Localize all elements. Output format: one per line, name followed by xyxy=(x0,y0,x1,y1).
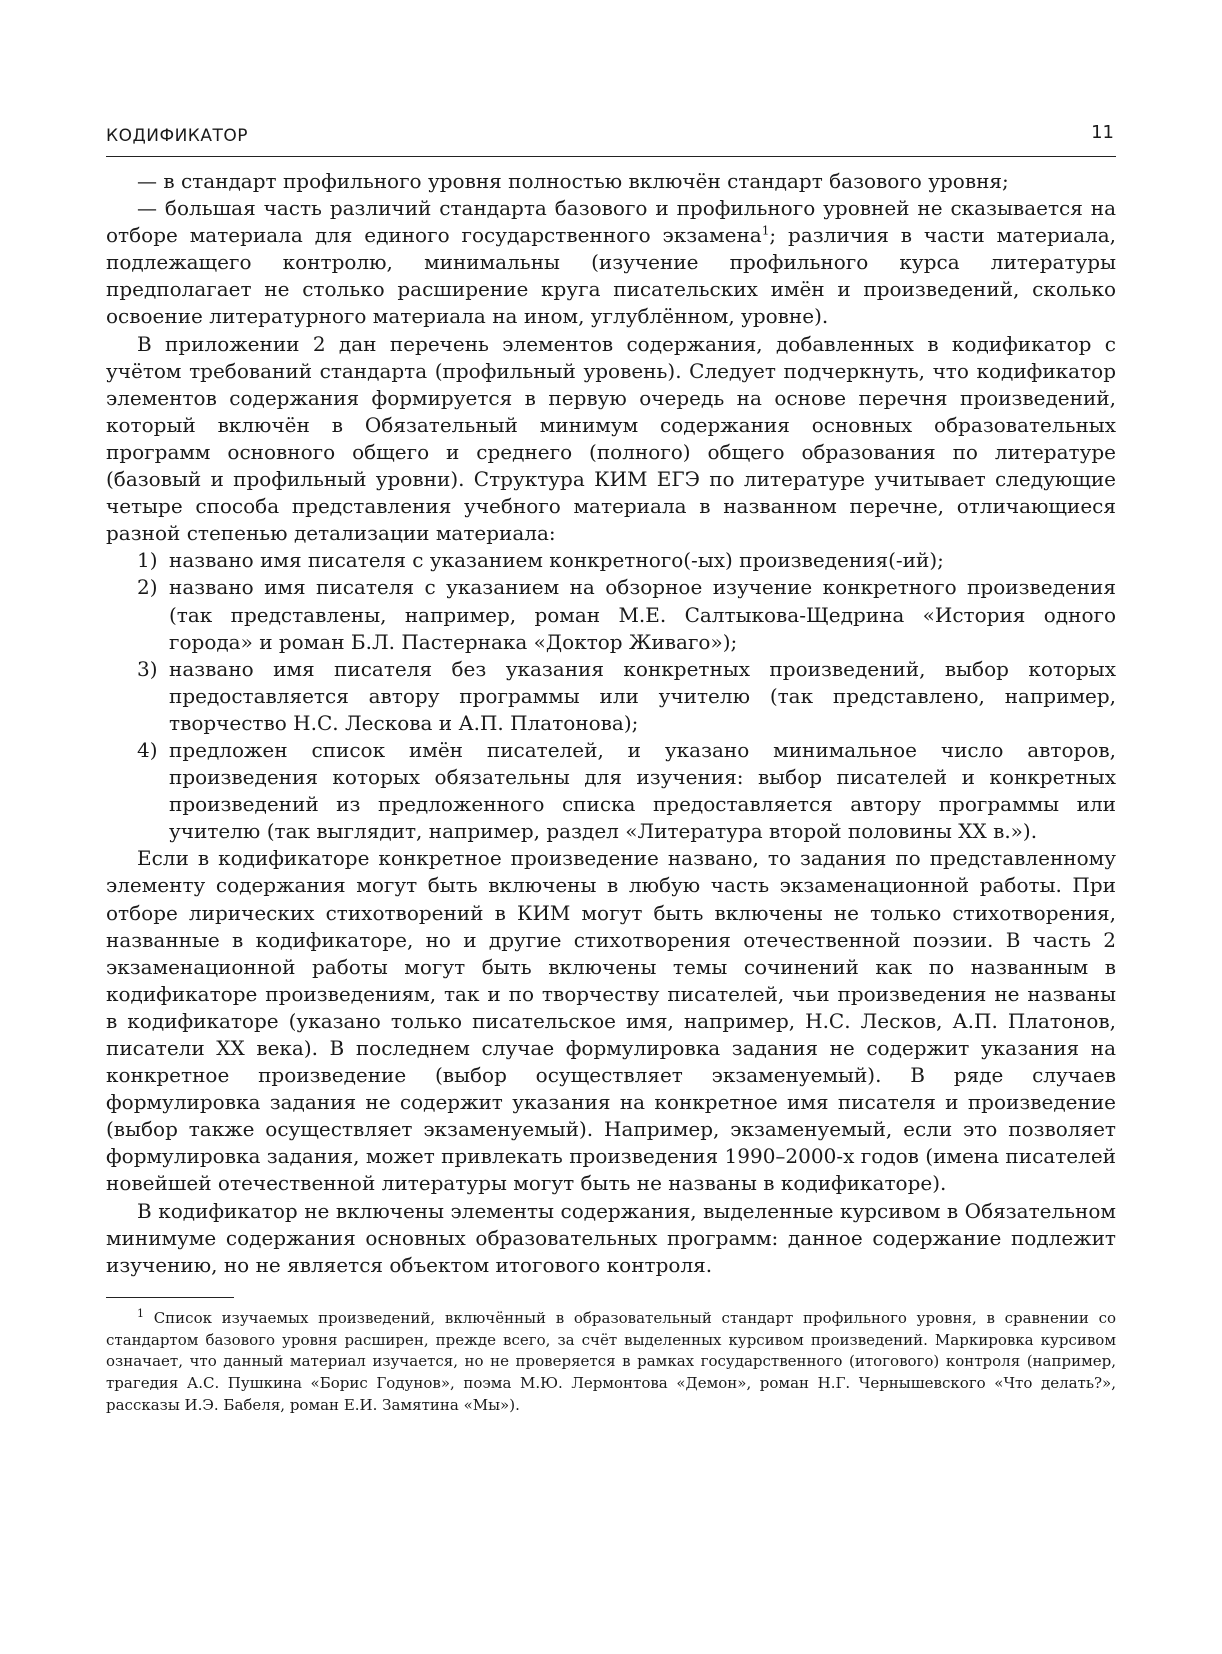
list-item-text: названо имя писателя без указания конкретных произведений, выбор которых предоставляется автору программы или учителю (так представлено, например, творчество Н.С. Лескова и А.П. Платонова); xyxy=(169,656,1116,735)
page-number: 11 xyxy=(1091,122,1114,143)
paragraph-4: Если в кодификаторе конкретное произведение названо, то задания по представленному элементу содержания могут быть включены в любую часть экзаменационной работы. При отборе лирических стихотворений в КИМ могут быть включены не только стихотворения, названные в кодификаторе, но и другие стихотворения отечественной поэзии. В часть 2 экзаменационной работы могут быть включены темы сочинений как по названным в кодификаторе произведениям, так и по творчеству писателей, чьи произведения не названы в кодификаторе (указано только писательское имя, например, Н.С. Лесков, А.П. Платонов, писатели XX века). В последнем случае формулировка задания не содержит указания на конкретное произведение (выбор осуществляет экзаменуемый). В ряде случаев формулировка задания не содержит указания на конкретное имя писателя и произведение (выбор также осуществляет экзаменуемый). Например, экзаменуемый, если это позволяет формулировка задания, может привлекать произведения 1990–2000-х годов (имена писателей новейшей отечественной литературы могут быть не названы в кодификаторе). xyxy=(106,846,1116,1196)
footnote-text: Список изучаемых произведений, включённый в образовательный стандарт профильного уровня, в сравнении со стандартом базового уровня расширен, прежде всего, за счёт выделенных курсивом произведений. Маркировка курсивом означает, что данный материал изучается, но не проверяется в рамках государственного (итогового) контроля (например, трагедия А.С. Пушкина «Борис Годунов», поэма М.Ю. Лермонтова «Демон», роман Н.Г. Чернышевского «Что делать?», рассказы И.Э. Бабеля, роман Е.И. Замятина «Мы»). xyxy=(106,1308,1116,1415)
body-text xyxy=(106,168,1116,1279)
list-item-number: 4) xyxy=(137,737,158,762)
paragraph-2-end: ; различия в части материала, подлежащего контролю, минимальны (изучение профильного курса литературы предполагает не столько расширение круга писательских имён и произведений, сколько освоение литературного материала на ином, углублённом, уровне). xyxy=(106,223,1117,329)
list-item-number: 2) xyxy=(137,575,158,600)
document-page xyxy=(106,118,1116,1417)
list-item-text: предложен список имён писателей, и указано минимальное число авторов, произведения которых обязательны для изучения: выбор писателей и конкретных произведений из предложенного списка предоставляется автору программы или учителю (так выглядит, например, раздел «Литература второй половины XX в.»). xyxy=(169,737,1116,844)
footnote xyxy=(106,1308,1116,1417)
paragraph-1: — в стандарт профильного уровня полностью включён стандарт базового уровня; xyxy=(137,169,1009,193)
paragraph-2-start: — большая часть различий стандарта базового и профильного уровней не сказывается на отборе материала для единого государственного экзамена xyxy=(106,196,1116,248)
paragraph-2 xyxy=(106,195,1116,330)
list-item xyxy=(106,656,1116,737)
list-item-text: названо имя писателя с указанием на обзорное изучение конкретного произведения (так представлены, например, роман М.Е. Салтыкова-Щедрина «История одного города» и роман Б.Л. Пастернака «Доктор Живаго»); xyxy=(169,575,1116,654)
list-item-number: 1) xyxy=(137,548,158,573)
footnote-divider xyxy=(106,1297,234,1298)
list-item xyxy=(106,574,1116,655)
list-item-text: названо имя писателя с указанием конкретного(-ых) произведения(-ий); xyxy=(169,548,944,573)
paragraph-5: В кодификатор не включены элементы содержания, выделенные курсивом в Обязательном минимуме содержания основных образовательных программ: данное содержание подлежит изучению, но не является объектом итогового контроля. xyxy=(106,1198,1116,1277)
paragraph-3: В приложении 2 дан перечень элементов содержания, добавленных в кодификатор с учётом требований стандарта (профильный уровень). Следует подчеркнуть, что кодификатор элементов содержания формируется в первую очередь на основе перечня произведений, который включён в Обязательный минимум содержания основных образовательных программ основного общего и среднего (полного) общего образования по литературе (базовый и профильный уровни). Структура КИМ ЕГЭ по литературе учитывает следующие четыре способа представления учебного материала в названном перечне, отличающиеся разной степенью детализации материала: xyxy=(106,331,1116,546)
list-item xyxy=(106,547,1116,574)
running-header xyxy=(106,118,1116,157)
list-item xyxy=(106,737,1116,845)
running-title: КОДИФИКАТОР xyxy=(106,126,249,146)
footnote-reference: 1 xyxy=(761,223,770,238)
list-item-number: 3) xyxy=(137,656,158,681)
footnote-mark: 1 xyxy=(137,1306,144,1320)
numbered-list xyxy=(106,547,1116,845)
